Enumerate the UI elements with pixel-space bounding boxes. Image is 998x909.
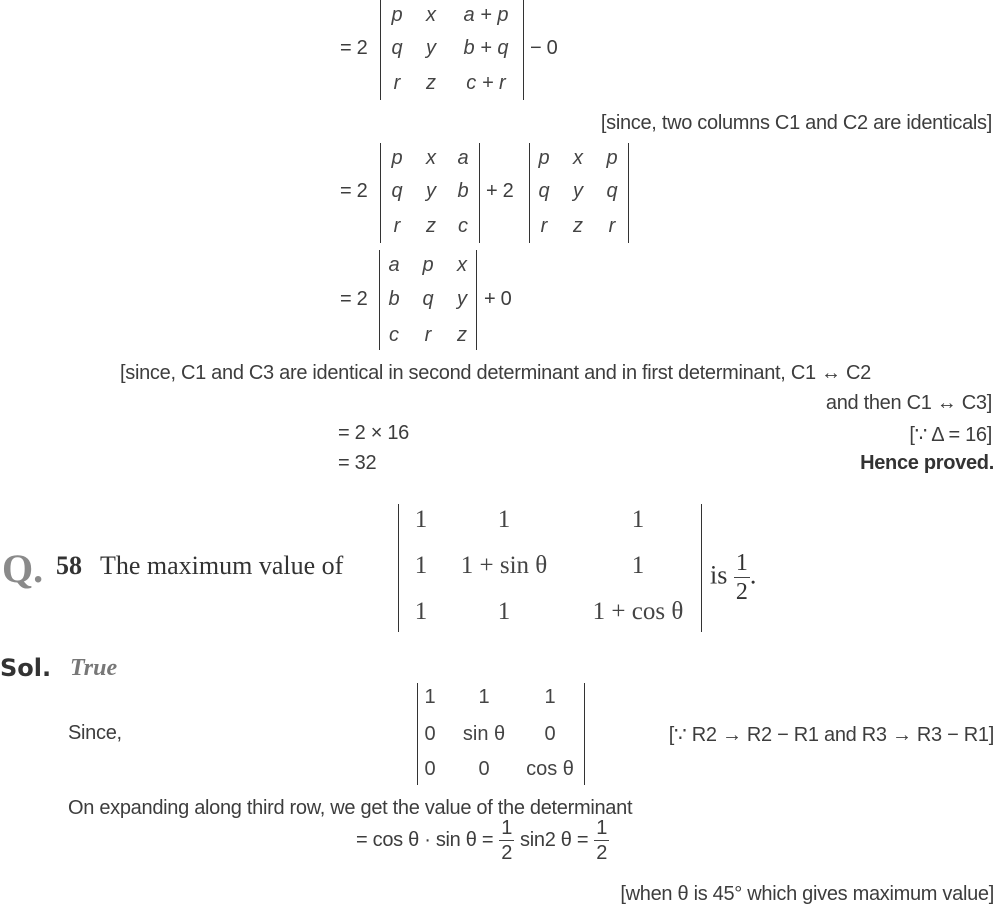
solution-result	[356, 818, 609, 863]
fraction-numerator: 1	[735, 550, 748, 576]
cell: 0	[478, 758, 490, 780]
step1-note: [since, two columns C1 and C2 are identicals]	[600, 112, 992, 134]
cell: 1	[478, 686, 490, 708]
cell: b + q	[463, 37, 509, 59]
cell: 1	[631, 506, 645, 533]
step1-determinant	[380, 0, 524, 100]
cell: x	[426, 4, 436, 26]
cell: b	[388, 288, 400, 310]
fraction-denominator: 2	[735, 579, 748, 605]
question-number: 58	[56, 551, 82, 580]
step5-expr: = 32	[338, 452, 377, 474]
cell: a	[388, 254, 400, 276]
cell: z	[426, 215, 436, 237]
cell: 1 + sin θ	[460, 552, 548, 579]
cell: 0	[544, 723, 556, 745]
cell: 1	[414, 598, 428, 625]
cell: z	[457, 324, 467, 346]
cell: y	[426, 37, 436, 59]
solution-final-note: [when θ is 45° which gives maximum value]	[620, 883, 994, 905]
fraction-numerator: 1	[501, 817, 513, 839]
cell: 1	[497, 506, 511, 533]
cell: 1	[424, 686, 436, 708]
question-determinant	[398, 504, 702, 632]
cell: c	[389, 324, 399, 346]
question-label-q: Q.	[2, 546, 44, 591]
question-is-text: is	[710, 560, 728, 590]
result-expr-a: = cos θ · sin θ =	[356, 829, 494, 851]
cell: b	[457, 180, 469, 202]
cell: r	[393, 215, 401, 237]
step3-suffix: + 0	[484, 288, 512, 310]
hence-proved: Hence proved.	[860, 452, 994, 474]
cell: 1	[414, 552, 428, 579]
cell: r	[424, 324, 432, 346]
result-fraction-1	[499, 818, 514, 863]
step2-prefix: = 2	[340, 180, 368, 202]
cell: q	[606, 180, 618, 202]
cell: p	[538, 147, 550, 169]
cell: z	[426, 72, 436, 94]
cell: sin θ	[462, 723, 506, 745]
cell: q	[422, 288, 434, 310]
question-end: .	[749, 560, 757, 590]
cell: p	[606, 147, 618, 169]
cell: 0	[424, 758, 436, 780]
cell: y	[426, 180, 436, 202]
cell: 1 + cos θ	[592, 598, 684, 625]
cell: z	[573, 215, 583, 237]
cell: 1	[414, 506, 428, 533]
solution-answer: True	[70, 655, 118, 681]
cell: c + r	[466, 72, 506, 94]
cell: a + p	[463, 4, 509, 26]
step3-determinant	[379, 250, 477, 350]
cell: 0	[424, 723, 436, 745]
cell: 1	[631, 552, 645, 579]
cell: cos θ	[526, 758, 574, 780]
step2-middle: + 2	[486, 180, 514, 202]
step2-determinant-a	[380, 143, 480, 243]
question-text: The maximum value of	[100, 551, 344, 580]
step4-expr: = 2 × 16	[338, 422, 409, 444]
cell: r	[393, 72, 401, 94]
step1-prefix: = 2	[340, 37, 368, 59]
step3-prefix: = 2	[340, 288, 368, 310]
solution-since: Since,	[68, 722, 122, 744]
cell: 1	[544, 686, 556, 708]
question-is	[710, 551, 756, 604]
step1-suffix: − 0	[530, 37, 558, 59]
note2-line1: [since, C1 and C3 are identical in second determinant and in first determinant, C1 ↔ C2	[120, 362, 871, 384]
solution-determinant	[417, 683, 585, 785]
solution-expanding: On expanding along third row, we get the value of the determinant	[68, 797, 633, 819]
fraction-denominator: 2	[501, 842, 513, 864]
fraction-denominator: 2	[596, 842, 608, 864]
cell: c	[458, 215, 468, 237]
cell: p	[391, 4, 403, 26]
cell: y	[573, 180, 583, 202]
step2-determinant-b	[529, 143, 629, 243]
cell: r	[608, 215, 616, 237]
result-expr-b: sin2 θ =	[520, 829, 589, 851]
solution-label: Sol.	[0, 654, 52, 682]
cell: 1	[497, 598, 511, 625]
cell: r	[540, 215, 548, 237]
step4-reason: [∵ Δ = 16]	[909, 424, 992, 446]
cell: a	[457, 147, 469, 169]
cell: x	[426, 147, 436, 169]
cell: p	[391, 147, 403, 169]
solution-reason: [∵ R2 → R2 − R1 and R3 → R3 − R1]	[668, 724, 994, 746]
cell: q	[538, 180, 550, 202]
note2-line2: and then C1 ↔ C3]	[825, 392, 992, 414]
cell: q	[391, 180, 403, 202]
cell: q	[391, 37, 403, 59]
question-fraction	[734, 551, 750, 604]
result-fraction-2	[594, 818, 609, 863]
fraction-numerator: 1	[596, 817, 608, 839]
cell: p	[422, 254, 434, 276]
cell: y	[457, 288, 467, 310]
cell: x	[573, 147, 583, 169]
cell: x	[457, 254, 467, 276]
